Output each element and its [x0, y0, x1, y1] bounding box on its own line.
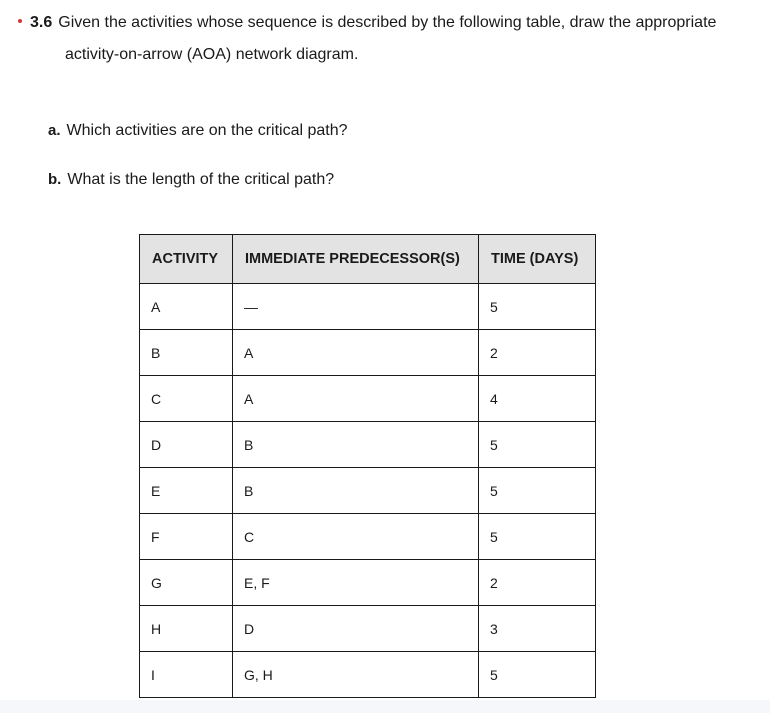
bullet-marker — [18, 19, 22, 23]
time-cell: 3 — [479, 606, 596, 652]
table-row — [140, 560, 596, 606]
question-b-text: What is the length of the critical path? — [67, 171, 335, 188]
activity-cell: F — [140, 514, 233, 560]
time-cell: 2 — [479, 330, 596, 376]
predecessor-cell: D — [233, 606, 479, 652]
question-b — [48, 171, 334, 189]
time-cell: 4 — [479, 376, 596, 422]
question-a — [48, 122, 348, 140]
activity-cell: H — [140, 606, 233, 652]
predecessor-cell: B — [233, 468, 479, 514]
activity-cell: D — [140, 422, 233, 468]
header-predecessors: IMMEDIATE PREDECESSOR(S) — [233, 235, 479, 284]
time-cell: 2 — [479, 560, 596, 606]
table-row — [140, 376, 596, 422]
problem-text-2: activity-on-arrow (AOA) network diagram. — [65, 46, 359, 63]
time-cell: 5 — [479, 284, 596, 330]
table-header-row — [140, 235, 596, 284]
header-activity: ACTIVITY — [140, 235, 233, 284]
activity-cell: A — [140, 284, 233, 330]
table-row — [140, 606, 596, 652]
time-cell: 5 — [479, 652, 596, 698]
predecessor-cell: E, F — [233, 560, 479, 606]
time-cell: 5 — [479, 514, 596, 560]
activity-table — [139, 234, 596, 698]
activity-cell: G — [140, 560, 233, 606]
predecessor-cell: G, H — [233, 652, 479, 698]
time-cell: 5 — [479, 468, 596, 514]
predecessor-cell: B — [233, 422, 479, 468]
problem-text-1: Given the activities whose sequence is described by the following table, draw the appropriate — [58, 14, 717, 31]
bottom-band — [0, 700, 770, 713]
header-time: TIME (DAYS) — [479, 235, 596, 284]
time-cell: 5 — [479, 422, 596, 468]
problem-number: 3.6 — [30, 14, 53, 31]
predecessor-cell: A — [233, 376, 479, 422]
table-row — [140, 284, 596, 330]
table-row — [140, 422, 596, 468]
problem-line-1 — [30, 7, 760, 39]
table-row — [140, 652, 596, 698]
predecessor-cell: C — [233, 514, 479, 560]
activity-cell: E — [140, 468, 233, 514]
question-a-text: Which activities are on the critical path? — [66, 122, 348, 139]
predecessor-cell: — — [233, 284, 479, 330]
table-row — [140, 514, 596, 560]
problem-statement — [30, 7, 760, 71]
predecessor-cell: A — [233, 330, 479, 376]
activity-cell: B — [140, 330, 233, 376]
activity-cell: I — [140, 652, 233, 698]
question-b-letter: b. — [48, 171, 62, 188]
activity-cell: C — [140, 376, 233, 422]
question-a-letter: a. — [48, 122, 61, 139]
table-row — [140, 468, 596, 514]
table-row — [140, 330, 596, 376]
